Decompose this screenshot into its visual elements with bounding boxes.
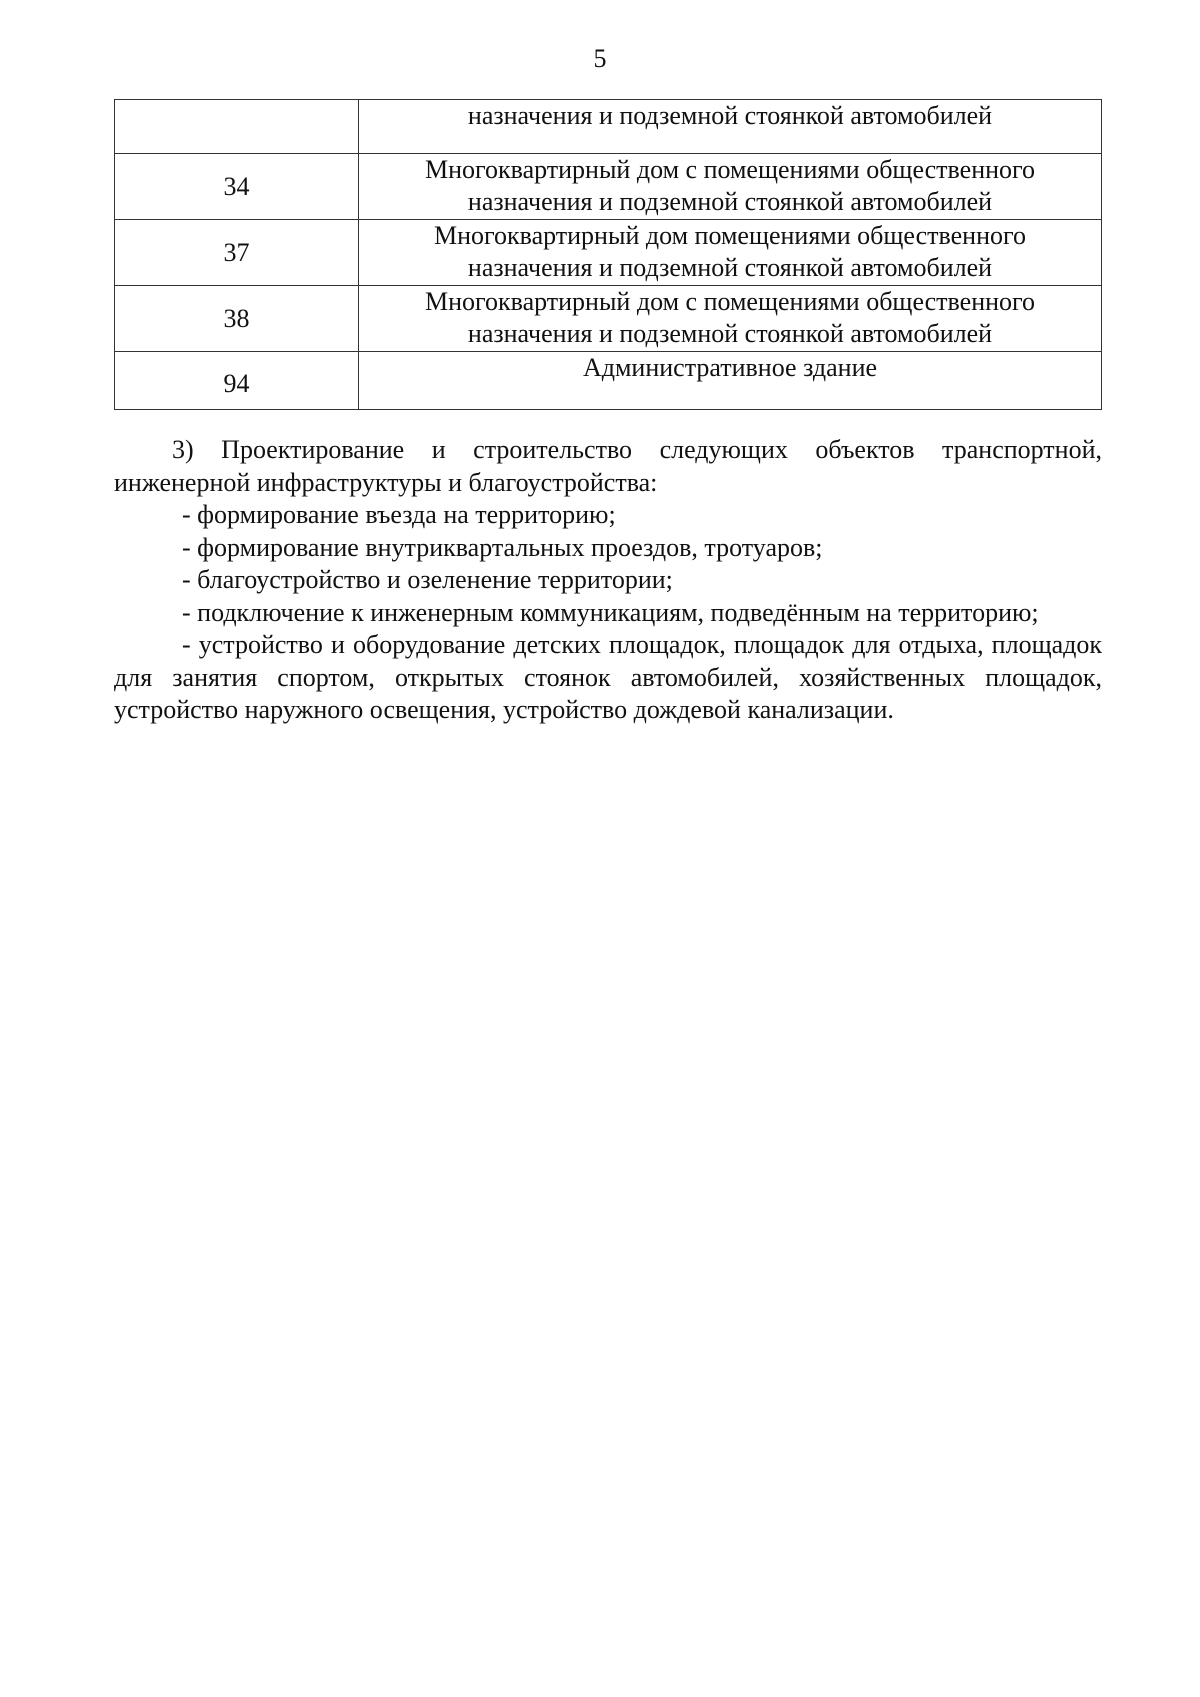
- list-item: - формирование внутриквартальных проездов, тротуаров;: [182, 532, 823, 562]
- object-description-line: назначения и подземной стоянкой автомобилей: [467, 253, 993, 282]
- object-number-cell: 94: [115, 352, 359, 410]
- object-description-line: Многоквартирный дом с помещениями общественного: [424, 155, 1036, 184]
- object-description-cell: [359, 100, 1102, 154]
- table-row: [115, 352, 1102, 410]
- table-row: [115, 220, 1102, 286]
- page-number: 5: [593, 44, 607, 73]
- table-row: [115, 154, 1102, 220]
- object-description-line: Многоквартирный дом помещениями общественного: [433, 221, 1027, 250]
- section-3-intro: 3) Проектирование и строительство следующих объектов транспортной, инженерной инфраструктуры и благоустройства:: [114, 435, 1102, 497]
- objects-table: [114, 99, 1102, 410]
- object-number-cell: 38: [115, 286, 359, 352]
- object-description-cell: [359, 352, 1102, 410]
- object-number-cell: [115, 100, 359, 154]
- object-number-cell: 34: [115, 154, 359, 220]
- object-description-cell: [359, 286, 1102, 352]
- table-row: [115, 286, 1102, 352]
- list-item: - формирование въезда на территорию;: [182, 500, 616, 529]
- list-item: - устройство и оборудование детских площадок, площадок для отдыха, площадок для занятия спортом, открытых стоянок автомобилей, хозяйственных площадок, устройство наружного освещения, устройство дождевой канализации.: [114, 630, 1102, 724]
- object-description: назначения и подземной стоянкой автомобилей: [467, 101, 993, 130]
- table-row: [115, 100, 1102, 154]
- object-description-cell: [359, 220, 1102, 286]
- object-number-cell: 37: [115, 220, 359, 286]
- object-description-line: назначения и подземной стоянкой автомобилей: [467, 319, 993, 348]
- list-item: - подключение к инженерным коммуникациям, подведённым на территорию;: [182, 597, 1039, 627]
- list-item: - благоустройство и озеленение территории;: [182, 565, 673, 594]
- section-3-text: [114, 434, 1102, 727]
- object-description-line: назначения и подземной стоянкой автомобилей: [467, 187, 993, 216]
- object-description: Административное здание: [582, 353, 878, 382]
- object-description-line: Многоквартирный дом с помещениями общественного: [424, 287, 1036, 316]
- object-description-cell: [359, 154, 1102, 220]
